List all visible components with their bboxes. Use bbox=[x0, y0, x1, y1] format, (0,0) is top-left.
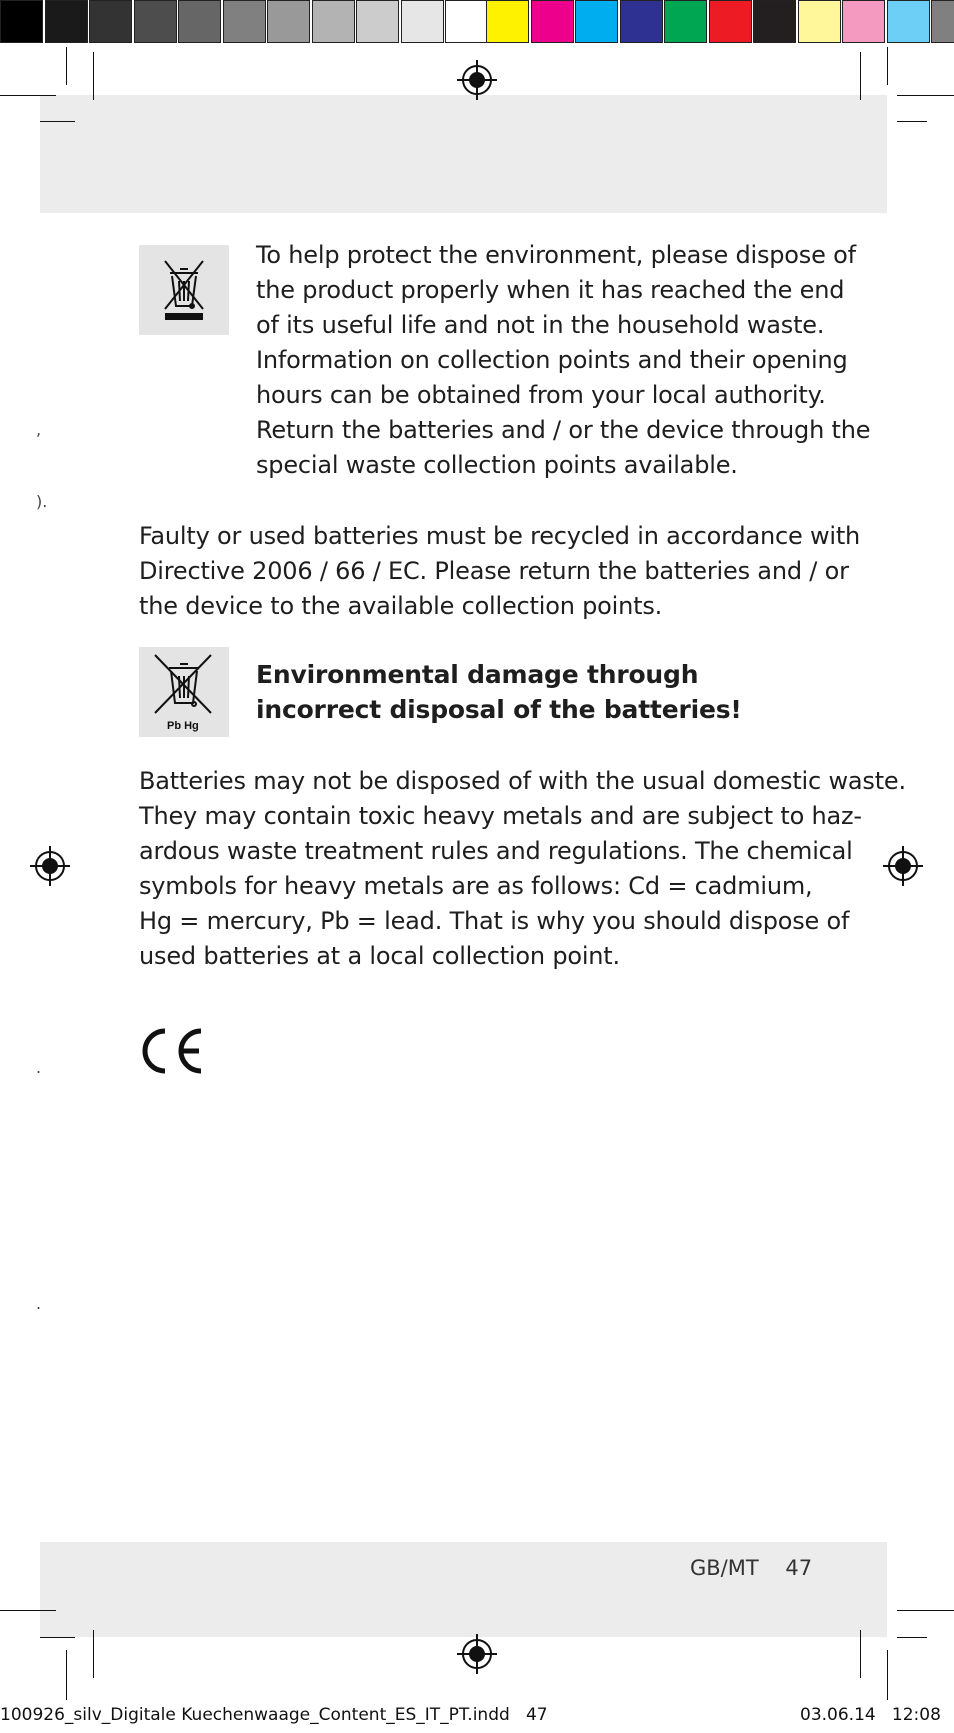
battery-icon-box bbox=[139, 647, 229, 737]
grayscale-calibration-bar bbox=[0, 0, 490, 47]
crop-mark bbox=[897, 121, 927, 122]
color-swatch bbox=[0, 0, 43, 43]
registration-mark-icon bbox=[457, 60, 497, 100]
text-line: the product properly when it has reached the end bbox=[256, 276, 845, 304]
text-line: hours can be obtained from your local authority. bbox=[256, 381, 826, 409]
color-swatch bbox=[664, 0, 707, 43]
crop-mark bbox=[887, 1650, 888, 1700]
crop-mark bbox=[40, 1637, 75, 1638]
text-line: Directive 2006 / 66 / EC. Please return the batteries and / or bbox=[139, 557, 849, 585]
color-swatch bbox=[134, 0, 177, 43]
heading-line: Environmental damage through bbox=[256, 660, 699, 689]
text-line: Faulty or used batteries must be recycled in accordance with bbox=[139, 522, 861, 550]
registration-mark-icon bbox=[883, 846, 923, 886]
warning-heading bbox=[256, 657, 856, 727]
color-swatch bbox=[356, 0, 399, 43]
text-line: Batteries may not be disposed of with the usual domestic waste. bbox=[139, 767, 906, 795]
crop-mark bbox=[93, 1630, 94, 1678]
batteries-recycling-paragraph bbox=[139, 519, 879, 624]
text-line: special waste collection points available. bbox=[256, 451, 738, 479]
color-swatch bbox=[842, 0, 885, 43]
text-line: They may contain toxic heavy metals and are subject to haz- bbox=[139, 802, 862, 830]
ce-mark-icon bbox=[139, 1027, 205, 1075]
registration-mark-icon bbox=[457, 1634, 497, 1674]
text-line: Information on collection points and their opening bbox=[256, 346, 848, 374]
crop-mark bbox=[0, 1610, 56, 1611]
text-line: symbols for heavy metals are as follows: Cd = cadmium, bbox=[139, 872, 813, 900]
print-slug-filename: 100926_silv_Digitale Kuechenwaage_Content_ES_IT_PT.indd 47 bbox=[0, 1705, 548, 1725]
color-swatch bbox=[401, 0, 444, 43]
crop-mark bbox=[897, 1637, 927, 1638]
color-swatch bbox=[178, 0, 221, 43]
text-line: To help protect the environment, please dispose of bbox=[256, 241, 856, 269]
heading-line: incorrect disposal of the batteries! bbox=[256, 695, 742, 724]
margin-mark: . bbox=[36, 1058, 42, 1077]
weee-icon-box bbox=[139, 245, 229, 335]
pb-hg-label: Pb Hg bbox=[167, 720, 199, 732]
margin-mark: . bbox=[36, 1294, 42, 1313]
color-swatch bbox=[89, 0, 132, 43]
color-swatch bbox=[312, 0, 355, 43]
color-swatch bbox=[709, 0, 752, 43]
crop-mark bbox=[897, 1610, 954, 1611]
print-slug-date: 03.06.14 12:08 bbox=[800, 1705, 941, 1725]
disposal-instructions-paragraph bbox=[256, 238, 871, 483]
text-line: used batteries at a local collection point. bbox=[139, 942, 620, 970]
color-swatch bbox=[931, 0, 954, 43]
text-line: of its useful life and not in the household waste. bbox=[256, 311, 825, 339]
color-swatch bbox=[531, 0, 574, 43]
page-number-label: GB/MT 47 bbox=[690, 1556, 813, 1580]
text-line: Return the batteries and / or the device through the bbox=[256, 416, 871, 444]
crop-mark bbox=[40, 121, 75, 122]
crop-mark bbox=[66, 47, 67, 85]
color-swatch bbox=[798, 0, 841, 43]
crop-mark bbox=[897, 95, 954, 96]
crop-mark bbox=[887, 47, 888, 85]
crossed-out-wheelie-bin-icon bbox=[139, 245, 229, 335]
color-swatch bbox=[486, 0, 529, 43]
margin-mark: , bbox=[36, 420, 42, 439]
color-swatch bbox=[575, 0, 618, 43]
heavy-metals-paragraph bbox=[139, 764, 906, 974]
crop-mark bbox=[860, 1630, 861, 1678]
color-swatch bbox=[445, 0, 488, 43]
crop-mark bbox=[66, 1650, 67, 1700]
margin-mark: ). bbox=[36, 492, 48, 511]
color-swatch bbox=[45, 0, 88, 43]
text-line: ardous waste treatment rules and regulations. The chemical bbox=[139, 837, 853, 865]
color-swatch bbox=[753, 0, 796, 43]
text-line: the device to the available collection points. bbox=[139, 592, 663, 620]
color-swatch bbox=[223, 0, 266, 43]
color-swatch bbox=[620, 0, 663, 43]
color-swatch bbox=[887, 0, 930, 43]
registration-mark-icon bbox=[30, 846, 70, 886]
color-swatch bbox=[267, 0, 310, 43]
text-line: Hg = mercury, Pb = lead. That is why you should dispose of bbox=[139, 907, 850, 935]
crop-mark bbox=[860, 52, 861, 100]
color-calibration-bar bbox=[486, 0, 954, 47]
header-band bbox=[40, 95, 887, 213]
crop-mark bbox=[0, 95, 56, 96]
crossed-out-bin-pb-hg-icon bbox=[139, 647, 229, 737]
crop-mark bbox=[93, 52, 94, 100]
